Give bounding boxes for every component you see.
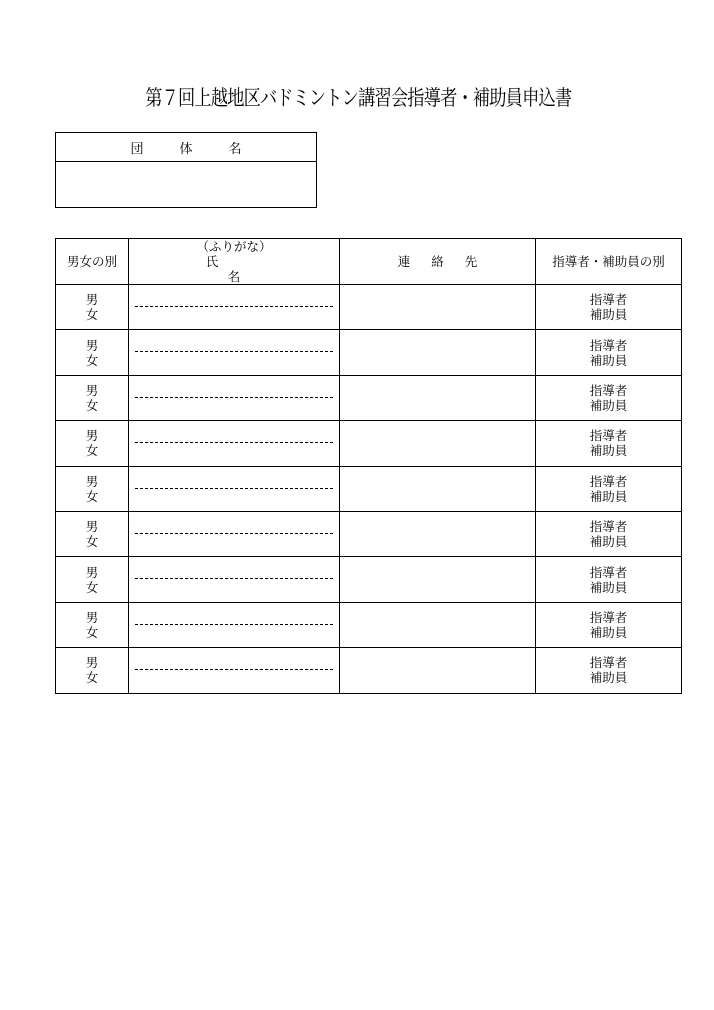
table-row: [56, 511, 682, 556]
group-name-field[interactable]: [56, 162, 316, 207]
header-contact-label: 連絡先: [397, 254, 499, 269]
applicant-table: [55, 238, 682, 694]
role-option-assistant[interactable]: 補助員: [589, 579, 628, 595]
gender-option-male[interactable]: 男: [85, 655, 99, 671]
gender-option-female[interactable]: 女: [85, 352, 99, 368]
contact-field[interactable]: [340, 648, 536, 693]
furigana-divider: [135, 669, 333, 670]
name-field[interactable]: [129, 557, 340, 602]
gender-cell[interactable]: [56, 602, 129, 647]
role-cell[interactable]: [536, 648, 682, 693]
header-name-label: 氏名: [205, 254, 285, 284]
gender-option-male[interactable]: 男: [85, 473, 99, 489]
name-field[interactable]: [129, 602, 340, 647]
group-name-box: [55, 132, 317, 208]
role-option-assistant[interactable]: 補助員: [589, 624, 628, 640]
group-name-header: [56, 133, 316, 162]
gender-option-female[interactable]: 女: [85, 307, 99, 323]
table-row: [56, 466, 682, 511]
role-option-assistant[interactable]: 補助員: [589, 534, 628, 550]
gender-option-female[interactable]: 女: [85, 397, 99, 413]
contact-field[interactable]: [340, 285, 536, 330]
gender-option-male[interactable]: 男: [85, 337, 99, 353]
contact-field[interactable]: [340, 375, 536, 420]
gender-option-male[interactable]: 男: [85, 292, 99, 308]
role-cell[interactable]: [536, 375, 682, 420]
furigana-divider: [135, 624, 333, 625]
name-field[interactable]: [129, 330, 340, 375]
gender-option-male[interactable]: 男: [85, 609, 99, 625]
role-option-instructor[interactable]: 指導者: [589, 382, 628, 398]
table-row: [56, 602, 682, 647]
role-option-assistant[interactable]: 補助員: [589, 352, 628, 368]
role-option-instructor[interactable]: 指導者: [589, 337, 628, 353]
furigana-divider: [135, 397, 333, 398]
header-furigana-label: （ふりがな）: [196, 239, 272, 254]
gender-option-male[interactable]: 男: [85, 519, 99, 535]
gender-cell[interactable]: [56, 511, 129, 556]
role-option-assistant[interactable]: 補助員: [589, 397, 628, 413]
table-row: [56, 421, 682, 466]
gender-cell[interactable]: [56, 330, 129, 375]
role-option-assistant[interactable]: 補助員: [589, 443, 628, 459]
table-row: [56, 557, 682, 602]
role-cell[interactable]: [536, 466, 682, 511]
furigana-divider: [135, 306, 333, 307]
name-field[interactable]: [129, 648, 340, 693]
gender-option-female[interactable]: 女: [85, 670, 99, 686]
contact-field[interactable]: [340, 466, 536, 511]
gender-cell[interactable]: [56, 466, 129, 511]
header-contact: [340, 239, 536, 285]
gender-cell[interactable]: [56, 421, 129, 466]
role-option-assistant[interactable]: 補助員: [589, 670, 628, 686]
name-field[interactable]: [129, 511, 340, 556]
contact-field[interactable]: [340, 330, 536, 375]
role-cell[interactable]: [536, 602, 682, 647]
furigana-divider: [135, 578, 333, 579]
role-option-instructor[interactable]: 指導者: [589, 655, 628, 671]
gender-option-female[interactable]: 女: [85, 443, 99, 459]
header-gender: 男女の別: [56, 239, 129, 285]
contact-field[interactable]: [340, 602, 536, 647]
table-row: [56, 648, 682, 693]
role-option-instructor[interactable]: 指導者: [589, 564, 628, 580]
furigana-divider: [135, 442, 333, 443]
gender-option-male[interactable]: 男: [85, 382, 99, 398]
furigana-divider: [135, 351, 333, 352]
gender-option-male[interactable]: 男: [85, 428, 99, 444]
role-cell[interactable]: [536, 557, 682, 602]
header-name: [129, 239, 340, 285]
name-field[interactable]: [129, 466, 340, 511]
name-field[interactable]: [129, 375, 340, 420]
role-option-assistant[interactable]: 補助員: [589, 307, 628, 323]
role-option-instructor[interactable]: 指導者: [589, 519, 628, 535]
role-option-instructor[interactable]: 指導者: [589, 428, 628, 444]
furigana-divider: [135, 488, 333, 489]
gender-option-female[interactable]: 女: [85, 488, 99, 504]
table-row: [56, 375, 682, 420]
gender-cell[interactable]: [56, 648, 129, 693]
gender-cell[interactable]: [56, 285, 129, 330]
contact-field[interactable]: [340, 557, 536, 602]
gender-cell[interactable]: [56, 375, 129, 420]
header-role: 指導者・補助員の別: [536, 239, 682, 285]
name-field[interactable]: [129, 285, 340, 330]
gender-option-female[interactable]: 女: [85, 579, 99, 595]
table-row: [56, 285, 682, 330]
role-cell[interactable]: [536, 511, 682, 556]
form-title: 第７回上越地区バドミントン講習会指導者・補助員申込書: [145, 86, 572, 110]
role-cell[interactable]: [536, 330, 682, 375]
contact-field[interactable]: [340, 421, 536, 466]
group-name-label: 団体名: [130, 141, 278, 157]
role-option-assistant[interactable]: 補助員: [589, 488, 628, 504]
gender-option-female[interactable]: 女: [85, 624, 99, 640]
table-header-row: [56, 239, 682, 285]
gender-cell[interactable]: [56, 557, 129, 602]
furigana-divider: [135, 533, 333, 534]
name-field[interactable]: [129, 421, 340, 466]
table-row: [56, 330, 682, 375]
role-option-instructor[interactable]: 指導者: [589, 609, 628, 625]
contact-field[interactable]: [340, 511, 536, 556]
gender-option-male[interactable]: 男: [85, 564, 99, 580]
role-cell[interactable]: [536, 421, 682, 466]
role-option-instructor[interactable]: 指導者: [589, 473, 628, 489]
role-cell[interactable]: [536, 285, 682, 330]
role-option-instructor[interactable]: 指導者: [589, 292, 628, 308]
gender-option-female[interactable]: 女: [85, 534, 99, 550]
